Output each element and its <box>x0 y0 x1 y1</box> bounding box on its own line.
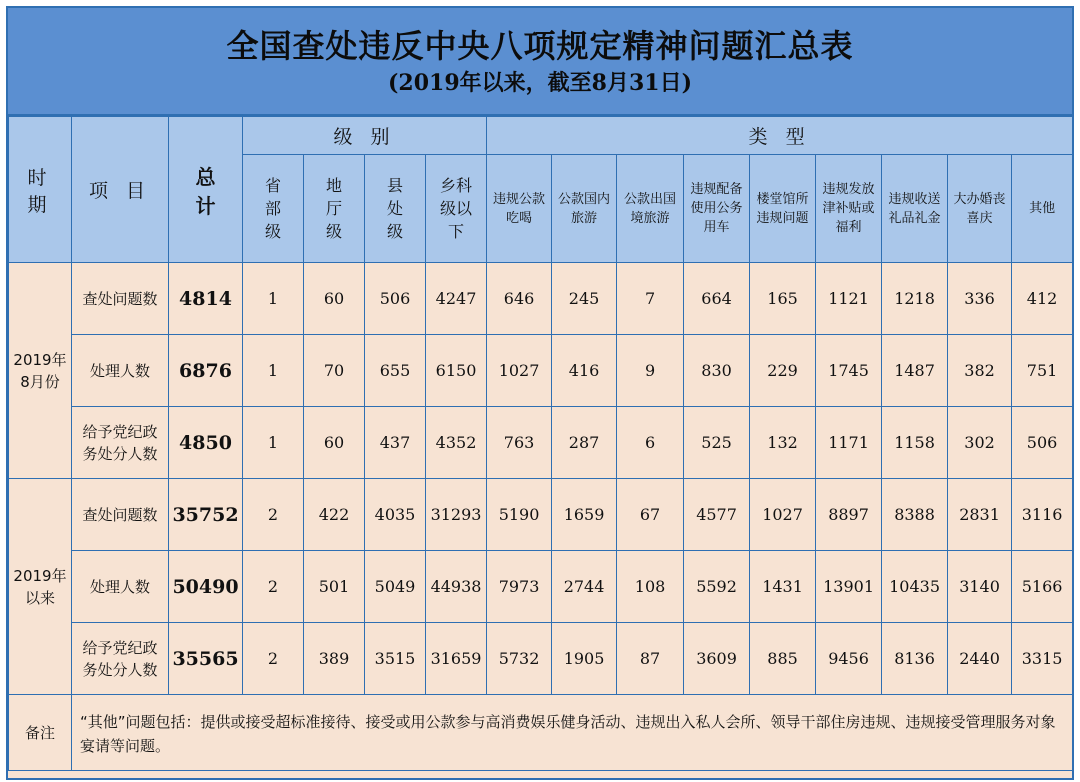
cell-value: 165 <box>750 263 816 335</box>
cell-value: 525 <box>684 407 750 479</box>
cell-value: 389 <box>304 623 365 695</box>
cell-value: 44938 <box>426 551 487 623</box>
cell-value: 501 <box>304 551 365 623</box>
cell-value: 382 <box>948 335 1012 407</box>
cell-value: 5190 <box>487 479 552 551</box>
cell-value: 1 <box>243 335 304 407</box>
cell-value: 1 <box>243 263 304 335</box>
cell-value: 302 <box>948 407 1012 479</box>
cell-value: 7973 <box>487 551 552 623</box>
cell-value: 5049 <box>365 551 426 623</box>
cell-value: 8136 <box>882 623 948 695</box>
cell-value: 2440 <box>948 623 1012 695</box>
cell-value: 8388 <box>882 479 948 551</box>
cell-value: 1218 <box>882 263 948 335</box>
item-label: 处理人数 <box>72 551 169 623</box>
type-header-4: 楼堂馆所 违规问题 <box>750 155 816 263</box>
item-label: 处理人数 <box>72 335 169 407</box>
level-header-0: 省 部 级 <box>243 155 304 263</box>
total-value: 6876 <box>169 335 243 407</box>
cell-value: 31659 <box>426 623 487 695</box>
cell-value: 1027 <box>750 479 816 551</box>
cell-value: 10435 <box>882 551 948 623</box>
cell-value: 3609 <box>684 623 750 695</box>
total-value: 35752 <box>169 479 243 551</box>
table-row <box>9 335 1073 407</box>
cell-value: 830 <box>684 335 750 407</box>
cell-value: 1431 <box>750 551 816 623</box>
type-header-0: 违规公款 吃喝 <box>487 155 552 263</box>
cell-value: 9 <box>617 335 684 407</box>
cell-value: 229 <box>750 335 816 407</box>
cell-value: 67 <box>617 479 684 551</box>
cell-value: 437 <box>365 407 426 479</box>
cell-value: 7 <box>617 263 684 335</box>
table-row <box>9 479 1073 551</box>
item-label: 查处问题数 <box>72 263 169 335</box>
table-title: 全国查处违反中央八项规定精神问题汇总表 <box>226 27 854 65</box>
cell-value: 2744 <box>552 551 617 623</box>
type-header-1: 公款国内 旅游 <box>552 155 617 263</box>
cell-value: 763 <box>487 407 552 479</box>
period-label: 2019年 以来 <box>9 479 72 695</box>
total-value: 4814 <box>169 263 243 335</box>
cell-value: 4035 <box>365 479 426 551</box>
cell-value: 5732 <box>487 623 552 695</box>
type-group-header: 类 型 <box>487 117 1073 155</box>
note-text: “其他”问题包括：提供或接受超标准接待、接受或用公款参与高消费娱乐健身活动、违规出入私人会所、领导干部住房违规、违规接受管理服务对象宴请等问题。 <box>72 695 1073 771</box>
cell-value: 506 <box>1012 407 1073 479</box>
cell-value: 4247 <box>426 263 487 335</box>
cell-value: 751 <box>1012 335 1073 407</box>
table-row <box>9 407 1073 479</box>
level-header-3: 乡科 级以 下 <box>426 155 487 263</box>
cell-value: 416 <box>552 335 617 407</box>
type-header-5: 违规发放 津补贴或 福利 <box>816 155 882 263</box>
cell-value: 1171 <box>816 407 882 479</box>
type-header-8: 其他 <box>1012 155 1073 263</box>
cell-value: 1027 <box>487 335 552 407</box>
cell-value: 87 <box>617 623 684 695</box>
cell-value: 2831 <box>948 479 1012 551</box>
bottom-strip <box>8 772 1072 778</box>
total-value: 35565 <box>169 623 243 695</box>
cell-value: 1121 <box>816 263 882 335</box>
cell-value: 506 <box>365 263 426 335</box>
type-header-6: 违规收送 礼品礼金 <box>882 155 948 263</box>
cell-value: 13901 <box>816 551 882 623</box>
cell-value: 412 <box>1012 263 1073 335</box>
cell-value: 4352 <box>426 407 487 479</box>
cell-value: 60 <box>304 263 365 335</box>
item-label: 给予党纪政 务处分人数 <box>72 623 169 695</box>
cell-value: 60 <box>304 407 365 479</box>
cell-value: 1158 <box>882 407 948 479</box>
cell-value: 2 <box>243 623 304 695</box>
table-subtitle: (2019年以来，截至8月31日) <box>388 70 692 96</box>
period-column-header: 时 期 <box>9 117 72 263</box>
table-row <box>9 263 1073 335</box>
cell-value: 336 <box>948 263 1012 335</box>
cell-value: 655 <box>365 335 426 407</box>
cell-value: 6 <box>617 407 684 479</box>
total-value: 50490 <box>169 551 243 623</box>
period-label: 2019年 8月份 <box>9 263 72 479</box>
summary-table <box>8 116 1073 771</box>
cell-value: 2 <box>243 551 304 623</box>
cell-value: 70 <box>304 335 365 407</box>
cell-value: 3315 <box>1012 623 1073 695</box>
total-column-header: 总 计 <box>169 117 243 263</box>
cell-value: 422 <box>304 479 365 551</box>
cell-value: 4577 <box>684 479 750 551</box>
item-column-header: 项 目 <box>72 117 169 263</box>
type-header-2: 公款出国 境旅游 <box>617 155 684 263</box>
item-label: 给予党纪政 务处分人数 <box>72 407 169 479</box>
cell-value: 885 <box>750 623 816 695</box>
level-group-header: 级 别 <box>243 117 487 155</box>
cell-value: 1905 <box>552 623 617 695</box>
item-label: 查处问题数 <box>72 479 169 551</box>
cell-value: 1487 <box>882 335 948 407</box>
cell-value: 3140 <box>948 551 1012 623</box>
cell-value: 1745 <box>816 335 882 407</box>
cell-value: 3515 <box>365 623 426 695</box>
level-header-1: 地 厅 级 <box>304 155 365 263</box>
cell-value: 31293 <box>426 479 487 551</box>
cell-value: 1659 <box>552 479 617 551</box>
cell-value: 664 <box>684 263 750 335</box>
cell-value: 6150 <box>426 335 487 407</box>
cell-value: 108 <box>617 551 684 623</box>
cell-value: 245 <box>552 263 617 335</box>
cell-value: 132 <box>750 407 816 479</box>
table-row <box>9 623 1073 695</box>
cell-value: 5166 <box>1012 551 1073 623</box>
cell-value: 3116 <box>1012 479 1073 551</box>
cell-value: 5592 <box>684 551 750 623</box>
level-header-2: 县 处 级 <box>365 155 426 263</box>
table-header-banner <box>8 8 1072 116</box>
total-value: 4850 <box>169 407 243 479</box>
cell-value: 8897 <box>816 479 882 551</box>
cell-value: 1 <box>243 407 304 479</box>
summary-sheet <box>6 6 1074 780</box>
note-label: 备注 <box>9 695 72 771</box>
cell-value: 2 <box>243 479 304 551</box>
cell-value: 9456 <box>816 623 882 695</box>
cell-value: 287 <box>552 407 617 479</box>
table-row <box>9 551 1073 623</box>
type-header-7: 大办婚丧 喜庆 <box>948 155 1012 263</box>
cell-value: 646 <box>487 263 552 335</box>
type-header-3: 违规配备 使用公务 用车 <box>684 155 750 263</box>
